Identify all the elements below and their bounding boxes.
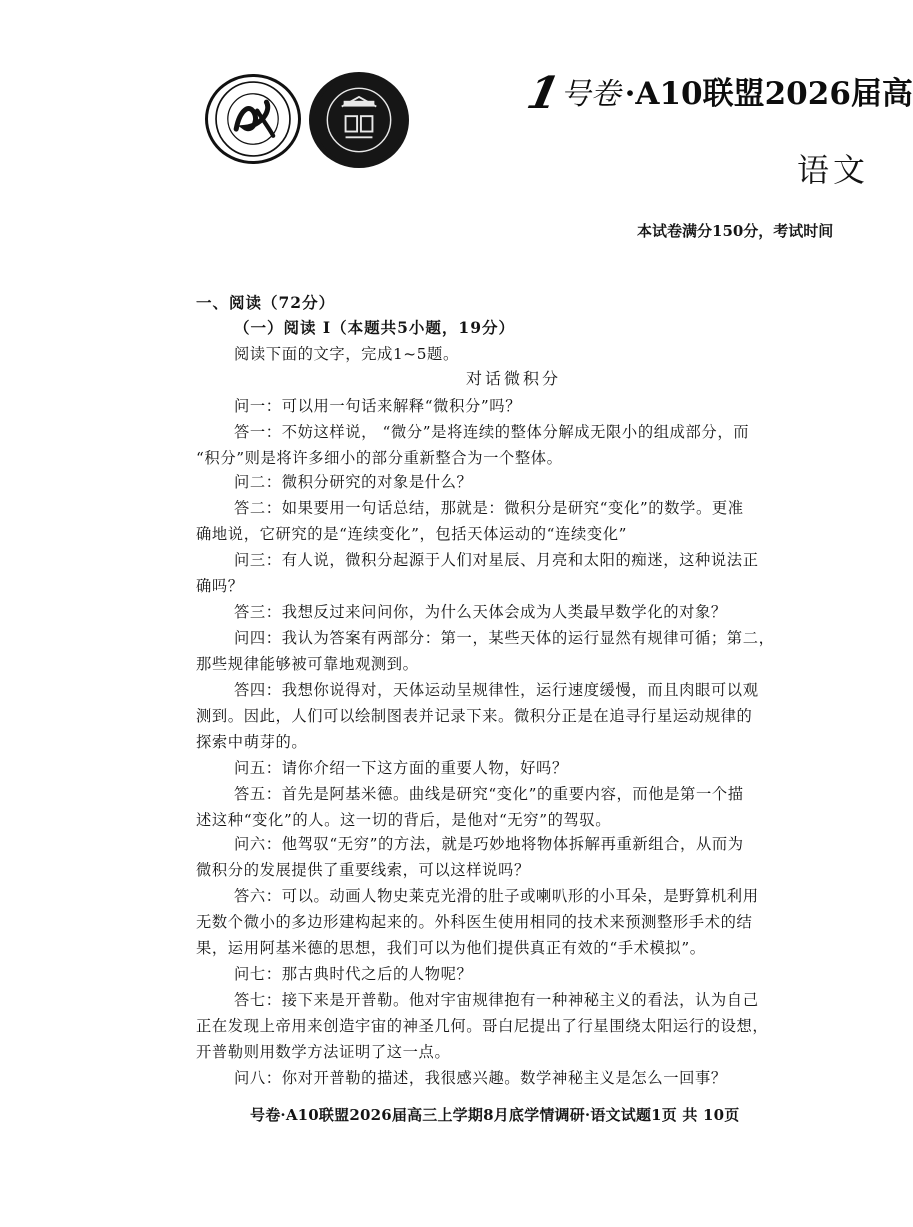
instruction: 阅读下面的文字，完成1~5题。 xyxy=(234,345,459,363)
body-line: 确吗？ xyxy=(196,577,244,595)
league-seal-logo xyxy=(205,74,301,164)
education-seal-logo xyxy=(309,72,409,168)
body-line: 问六：他驾驭“无穷”的方法，就是巧妙地将物体拆解再重新组合，从而为 xyxy=(234,835,744,853)
body-line: 无数个微小的多边形建构起来的。外科医生使用相同的技术来预测整形手术的结 xyxy=(196,913,753,931)
body-line: 问三：有人说，微积分起源于人们对星辰、月亮和太阳的痴迷，这种说法正 xyxy=(234,551,759,569)
education-seal-icon xyxy=(309,72,409,168)
body-line: 问七：那古典时代之后的人物呢？ xyxy=(234,965,473,983)
body-line: 问八：你对开普勒的描述，我很感兴趣。数学神秘主义是怎么一回事？ xyxy=(234,1069,727,1087)
body-line: 问二：微积分研究的对象是什么？ xyxy=(234,473,473,491)
body-line: 开普勒则用数学方法证明了这一点。 xyxy=(196,1043,451,1061)
brand-rest: ·A10联盟2026届高 xyxy=(624,76,913,112)
league-seal-icon xyxy=(208,77,298,161)
body-line: 答一：不妨这样说， “微分”是将连续的整体分解成无限小的组成部分，而 xyxy=(234,423,750,441)
body-line: 正在发现上帝用来创造宇宙的神圣几何。哥白尼提出了行星围绕太阳运行的设想， xyxy=(196,1017,769,1035)
body-line: “积分”则是将许多细小的部分重新整合为一个整体。 xyxy=(196,449,563,467)
body-line: 答七：接下来是开普勒。他对宇宙规律抱有一种神秘主义的看法，认为自己 xyxy=(234,991,759,1009)
exam-notice: 本试卷满分150分，考试时间 xyxy=(637,222,834,240)
body-line: 问四：我认为答案有两部分：第一，某些天体的运行显然有规律可循；第二， xyxy=(234,629,775,647)
body-line: 问五：请你介绍一下这方面的重要人物，好吗？ xyxy=(234,759,568,777)
body-line: 答五：首先是阿基米德。曲线是研究“变化”的重要内容，而他是第一个描 xyxy=(234,785,744,803)
article-title: 对话微积分 xyxy=(466,369,562,388)
body-line: 问一：可以用一句话来解释“微积分”吗？ xyxy=(234,397,522,415)
body-line: 答六：可以。动画人物史莱克光滑的肚子或喇叭形的小耳朵，是野算机利用 xyxy=(234,887,759,905)
body-line: 测到。因此，人们可以绘制图表并记录下来。微积分正是在追寻行星运动规律的 xyxy=(196,707,753,725)
body-line: 那些规律能够被可靠地观测到。 xyxy=(196,655,419,673)
body-line: 果，运用阿基米德的思想，我们可以为他们提供真正有效的“手术模拟”。 xyxy=(196,939,706,957)
page-footer: 号卷·A10联盟2026届高三上学期8月底学情调研·语文试题1页 共 10页 xyxy=(250,1106,740,1124)
body-line: 答四：我想你说得对，天体运动呈规律性，运行速度缓慢，而且肉眼可以观 xyxy=(234,681,759,699)
part-title: （一）阅读 I（本题共5小题，19分） xyxy=(234,318,516,337)
body-line: 微积分的发展提供了重要线索，可以这样说吗？ xyxy=(196,861,530,879)
body-line: 述这种“变化”的人。这一切的背后，是他对“无穷”的驾驭。 xyxy=(196,811,612,829)
body-line: 确地说，它研究的是“连续变化”，包括天体运动的“连续变化” xyxy=(196,525,628,543)
section-title: 一、阅读（72分） xyxy=(196,293,336,312)
body-line: 答三：我想反过来问问你，为什么天体会成为人类最早数学化的对象？ xyxy=(234,603,727,621)
body-line: 探索中萌芽的。 xyxy=(196,733,308,751)
brand-juan: 号卷 xyxy=(560,77,621,112)
subject-title: 语文 xyxy=(797,151,870,189)
brand-number: 1 xyxy=(522,68,565,119)
body-line: 答二：如果要用一句话总结，那就是：微积分是研究“变化”的数学。更准 xyxy=(234,499,744,517)
exam-brand-title xyxy=(522,68,913,119)
